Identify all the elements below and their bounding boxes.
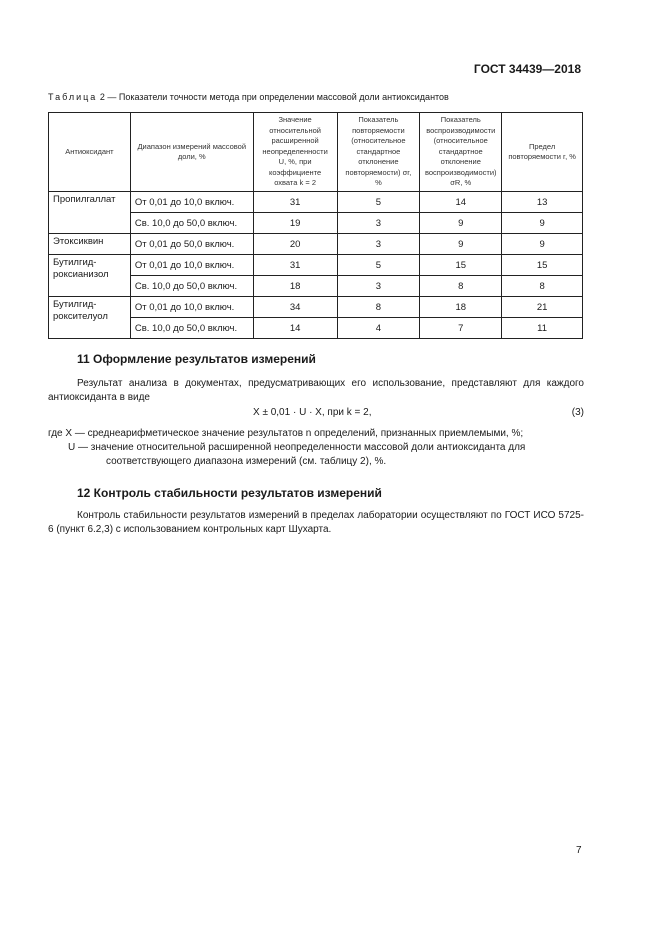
cell-sr: 5 <box>337 255 420 276</box>
header-uncertainty: Значение относительной расширенной неопределенности U, %, при коэффициенте охвата k = 2 <box>253 113 337 192</box>
section-12-title: 12 Контроль стабильности результатов измерений <box>77 486 382 500</box>
cell-u: 19 <box>253 213 337 234</box>
table-row <box>49 234 583 255</box>
accuracy-table <box>48 112 583 339</box>
cell-sR: 7 <box>420 318 502 339</box>
cell-sR: 8 <box>420 276 502 297</box>
table-header-row <box>49 113 583 192</box>
cell-u: 14 <box>253 318 337 339</box>
table-caption-prefix: Таблица <box>48 92 98 102</box>
cell-antioxidant: Бутилгид-роксианизол <box>49 255 131 297</box>
cell-sr: 5 <box>337 192 420 213</box>
cell-sr: 8 <box>337 297 420 318</box>
formula-row <box>48 407 584 421</box>
cell-range: Св. 10,0 до 50,0 включ. <box>130 213 253 234</box>
cell-antioxidant: Этоксиквин <box>49 234 131 255</box>
section-12-paragraph <box>48 509 584 537</box>
cell-r: 15 <box>502 255 583 276</box>
cell-u: 18 <box>253 276 337 297</box>
section-11-title: 11 Оформление результатов измерений <box>77 352 316 366</box>
cell-r: 9 <box>502 234 583 255</box>
cell-range: Св. 10,0 до 50,0 включ. <box>130 318 253 339</box>
cell-u: 31 <box>253 255 337 276</box>
cell-u: 34 <box>253 297 337 318</box>
table-caption-number: 2 <box>99 92 105 102</box>
table-caption <box>48 92 449 102</box>
formula-expression: X ± 0,01 · U · X, при k = 2, <box>253 407 372 418</box>
header-range: Диапазон измерений массовой доли, % <box>130 113 253 192</box>
cell-r: 21 <box>502 297 583 318</box>
cell-range: От 0,01 до 10,0 включ. <box>130 192 253 213</box>
header-repeatability-limit: Предел повторяемости r, % <box>502 113 583 192</box>
header-repeatability-sd: Показатель повторяемости (относительное стандартное отклонение повторяемости) σr, % <box>337 113 420 192</box>
formula-number: (3) <box>571 407 584 418</box>
table-caption-text: — Показатели точности метода при определении массовой доли антиоксидантов <box>107 92 449 102</box>
cell-r: 9 <box>502 213 583 234</box>
table-row <box>49 192 583 213</box>
cell-range: Св. 10,0 до 50,0 включ. <box>130 276 253 297</box>
cell-r: 8 <box>502 276 583 297</box>
table-row <box>49 297 583 318</box>
cell-u: 20 <box>253 234 337 255</box>
cell-sr: 4 <box>337 318 420 339</box>
document-code: ГОСТ 34439—2018 <box>473 62 581 76</box>
cell-sr: 3 <box>337 234 420 255</box>
section-11-text: Результат анализа в документах, предусматривающих его использование, представляют для каждого антиоксиданта в виде <box>48 378 584 403</box>
cell-r: 13 <box>502 192 583 213</box>
cell-sR: 9 <box>420 213 502 234</box>
cell-sR: 14 <box>420 192 502 213</box>
table-row <box>49 255 583 276</box>
header-reproducibility-sd: Показатель воспроизводимости (относительное стандартное отклонение воспроизводимости) σR, % <box>420 113 502 192</box>
cell-antioxidant: Бутилгид-роксителуол <box>49 297 131 339</box>
cell-sR: 15 <box>420 255 502 276</box>
cell-r: 11 <box>502 318 583 339</box>
cell-range: От 0,01 до 10,0 включ. <box>130 255 253 276</box>
section-12-text: Контроль стабильности результатов измерений в пределах лаборатории осуществляют по ГОСТ ИСО 5725-6 (пункт 6.2,3) с использованием контрольных карт Шухарта. <box>48 510 584 535</box>
definition-x: где X — среднеарифметическое значение результатов n определений, признанных приемлемыми, %; <box>48 428 524 439</box>
cell-sR: 9 <box>420 234 502 255</box>
cell-antioxidant: Пропилгаллат <box>49 192 131 234</box>
cell-sR: 18 <box>420 297 502 318</box>
page-number: 7 <box>576 845 582 856</box>
cell-range: От 0,01 до 10,0 включ. <box>130 297 253 318</box>
cell-sr: 3 <box>337 276 420 297</box>
cell-u: 31 <box>253 192 337 213</box>
cell-sr: 3 <box>337 213 420 234</box>
cell-range: От 0,01 до 50,0 включ. <box>130 234 253 255</box>
section-11-paragraph <box>48 377 584 405</box>
header-antioxidant: Антиоксидант <box>49 113 131 192</box>
definition-u: U — значение относительной расширенной неопределенности массовой доли антиоксиданта для <box>68 442 526 453</box>
definition-u-continued: соответствующего диапазона измерений (см. таблицу 2), %. <box>106 456 387 467</box>
